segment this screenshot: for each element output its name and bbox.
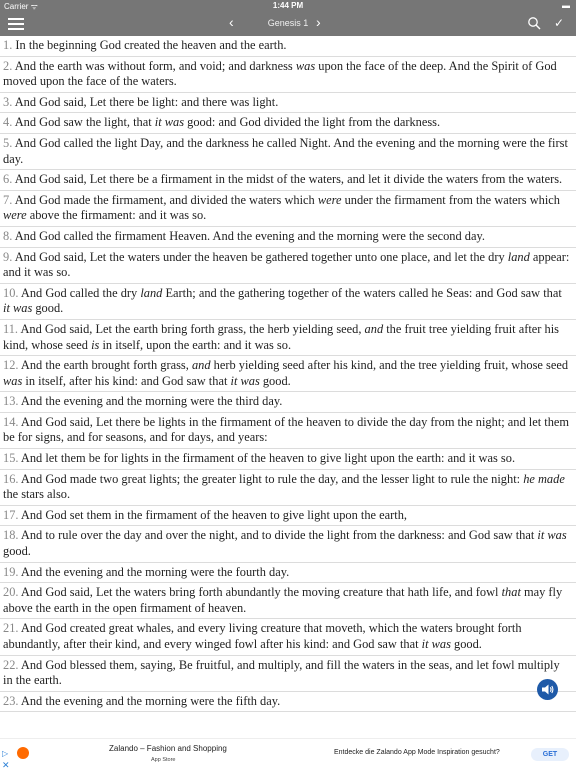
verse-text: In the beginning God created the heaven and the earth.	[12, 38, 287, 52]
verse-text: And God said, Let there be lights in the firmament of the heaven to divide the day from the night; and let them be for signs, and for seasons, and for days, and years:	[3, 414, 570, 445]
verse-text	[3, 714, 561, 716]
verse-row[interactable]	[0, 692, 576, 713]
verse-text: And let them be for lights in the firmament of the heaven to give light upon the earth: and it was so.	[18, 451, 516, 466]
verse-number: 23.	[3, 693, 19, 708]
verse-number: 21.	[3, 621, 19, 636]
check-icon[interactable]: ✓	[554, 16, 565, 30]
ad-tagline: Entdecke die Zalando App Mode Inspiration gesucht?	[334, 749, 500, 756]
verse-number: 5.	[3, 135, 13, 150]
verse-row[interactable]	[0, 449, 576, 470]
verse-number: 16.	[3, 471, 19, 486]
verse-text: And God made the firmament, and divided the waters which were under the firmament from the waters which were above the firmament: and it was so.	[3, 192, 560, 223]
verse-row[interactable]	[0, 113, 576, 134]
verse-number: 13.	[3, 394, 19, 409]
verse-text: And the evening and the morning were the fourth day.	[18, 564, 290, 579]
verse-text: And God said, Let the waters under the heaven be gathered together unto one place, and let the dry land appear: and it was so.	[3, 249, 570, 280]
verse-row[interactable]	[0, 563, 576, 584]
verse-row[interactable]	[0, 392, 576, 413]
verse-text: And God said, Let the earth bring forth grass, the herb yielding seed, and the fruit tree yielding fruit after his kind, whose seed is in itself, upon the earth: and it was so.	[3, 321, 559, 352]
verse-number: 11.	[3, 321, 19, 336]
verse-row[interactable]	[0, 356, 576, 392]
verse-text: And the earth brought forth grass, and herb yielding seed after his kind, and the tree yielding fruit, whose seed was in itself, after his kind: and God saw that it was good.	[3, 358, 569, 388]
verse-row[interactable]	[0, 191, 576, 227]
nav-bar	[0, 12, 576, 36]
verse-number: 14.	[3, 414, 19, 429]
verse-number: 3.	[3, 94, 13, 109]
verse-text: And the evening and the morning were the fifth day.	[18, 693, 281, 708]
verse-text: And the evening and the morning were the third day.	[18, 394, 283, 409]
search-icon[interactable]	[527, 16, 541, 30]
verse-row[interactable]	[0, 320, 576, 356]
verse-row[interactable]	[0, 413, 576, 449]
zalando-logo	[17, 747, 29, 759]
ad-store-label: App Store	[151, 757, 176, 763]
ad-get-button[interactable]: GET	[531, 748, 569, 761]
verse-text: And God said, Let there be a firmament in the midst of the waters, and let it divide the waters from the waters.	[12, 172, 563, 187]
verse-row[interactable]	[0, 36, 576, 57]
speaker-icon	[541, 683, 554, 696]
clock: 1:44 PM	[272, 1, 304, 10]
next-chapter-button[interactable]: ›	[316, 14, 321, 30]
verse-row[interactable]	[0, 248, 576, 284]
battery-icon: ▬	[562, 1, 570, 10]
verse-number: 15.	[3, 451, 19, 466]
verse-list[interactable]	[0, 36, 576, 716]
verse-number: 9.	[3, 249, 13, 264]
status-bar	[0, 0, 576, 12]
verse-text: And God created great whales, and every living creature that moveth, which the waters brought forth abundantly, after their kind, and every winged fowl after his kind: and God saw that it was good.	[3, 621, 522, 651]
verse-text: And God made two great lights; the greater light to rule the day, and the lesser light to rule the night: he made the stars also.	[3, 471, 565, 502]
verse-row[interactable]	[0, 57, 576, 93]
audio-play-button[interactable]	[537, 679, 558, 700]
verse-number	[3, 714, 19, 716]
verse-row[interactable]	[0, 134, 576, 170]
verse-row[interactable]	[0, 526, 576, 562]
verse-number: 19.	[3, 564, 19, 579]
ad-close-icon[interactable]: ✕	[2, 760, 10, 770]
verse-text: And God called the light Day, and the darkness he called Night. And the evening and the morning were the first day.	[3, 135, 568, 166]
verse-number: 1.	[3, 38, 13, 52]
ad-banner[interactable]	[0, 738, 576, 769]
verse-text: And God said, Let there be light: and there was light.	[12, 94, 279, 109]
verse-row[interactable]	[0, 506, 576, 527]
verse-text: And God called the dry land Earth; and the gathering together of the waters called he Seas: and God saw that it was good.	[3, 285, 562, 316]
verse-row[interactable]	[0, 712, 576, 716]
chapter-title[interactable]: Genesis 1	[267, 18, 309, 28]
verse-number: 4.	[3, 115, 13, 130]
verse-text: And the earth was without form, and void; and darkness was upon the face of the deep. And the Spirit of God moved upon the face of the waters.	[3, 58, 557, 89]
verse-number: 22.	[3, 657, 19, 672]
verse-number: 2.	[3, 58, 13, 73]
verse-row[interactable]	[0, 93, 576, 114]
verse-row[interactable]	[0, 227, 576, 248]
carrier-label: Carrier ᯤ	[4, 2, 38, 11]
verse-text: And God saw the light, that it was good: and God divided the light from the darkness.	[12, 115, 441, 130]
verse-number: 17.	[3, 507, 19, 522]
verse-row[interactable]	[0, 619, 576, 655]
verse-text: And God called the firmament Heaven. And the evening and the morning were the second day.	[12, 228, 485, 243]
verse-row[interactable]	[0, 470, 576, 506]
verse-number: 8.	[3, 228, 13, 243]
verse-text: And to rule over the day and over the night, and to divide the light from the darkness: and God saw that it was good.	[3, 528, 567, 559]
verse-number: 6.	[3, 172, 13, 187]
verse-number: 10.	[3, 285, 19, 300]
verse-number: 7.	[3, 192, 13, 207]
verse-text: And God blessed them, saying, Be fruitful, and multiply, and fill the waters in the seas, and let fowl multiply in the earth.	[3, 657, 560, 688]
verse-row[interactable]	[0, 170, 576, 191]
verse-row[interactable]	[0, 583, 576, 619]
previous-chapter-button[interactable]: ‹	[229, 14, 234, 30]
verse-row[interactable]	[0, 656, 576, 692]
verse-number: 18.	[3, 528, 19, 543]
verse-text: And God said, Let the waters bring forth abundantly the moving creature that hath life, and fowl that may fly above the earth in the open firmament of heaven.	[3, 585, 563, 615]
adchoices-icon[interactable]: ▷	[2, 749, 9, 758]
verse-number: 20.	[3, 585, 19, 600]
verse-number: 12.	[3, 358, 19, 373]
ad-app-name: Zalando – Fashion and Shopping	[109, 744, 227, 753]
verse-row[interactable]	[0, 284, 576, 320]
verse-text: And God set them in the firmament of the heaven to give light upon the earth,	[18, 507, 407, 522]
